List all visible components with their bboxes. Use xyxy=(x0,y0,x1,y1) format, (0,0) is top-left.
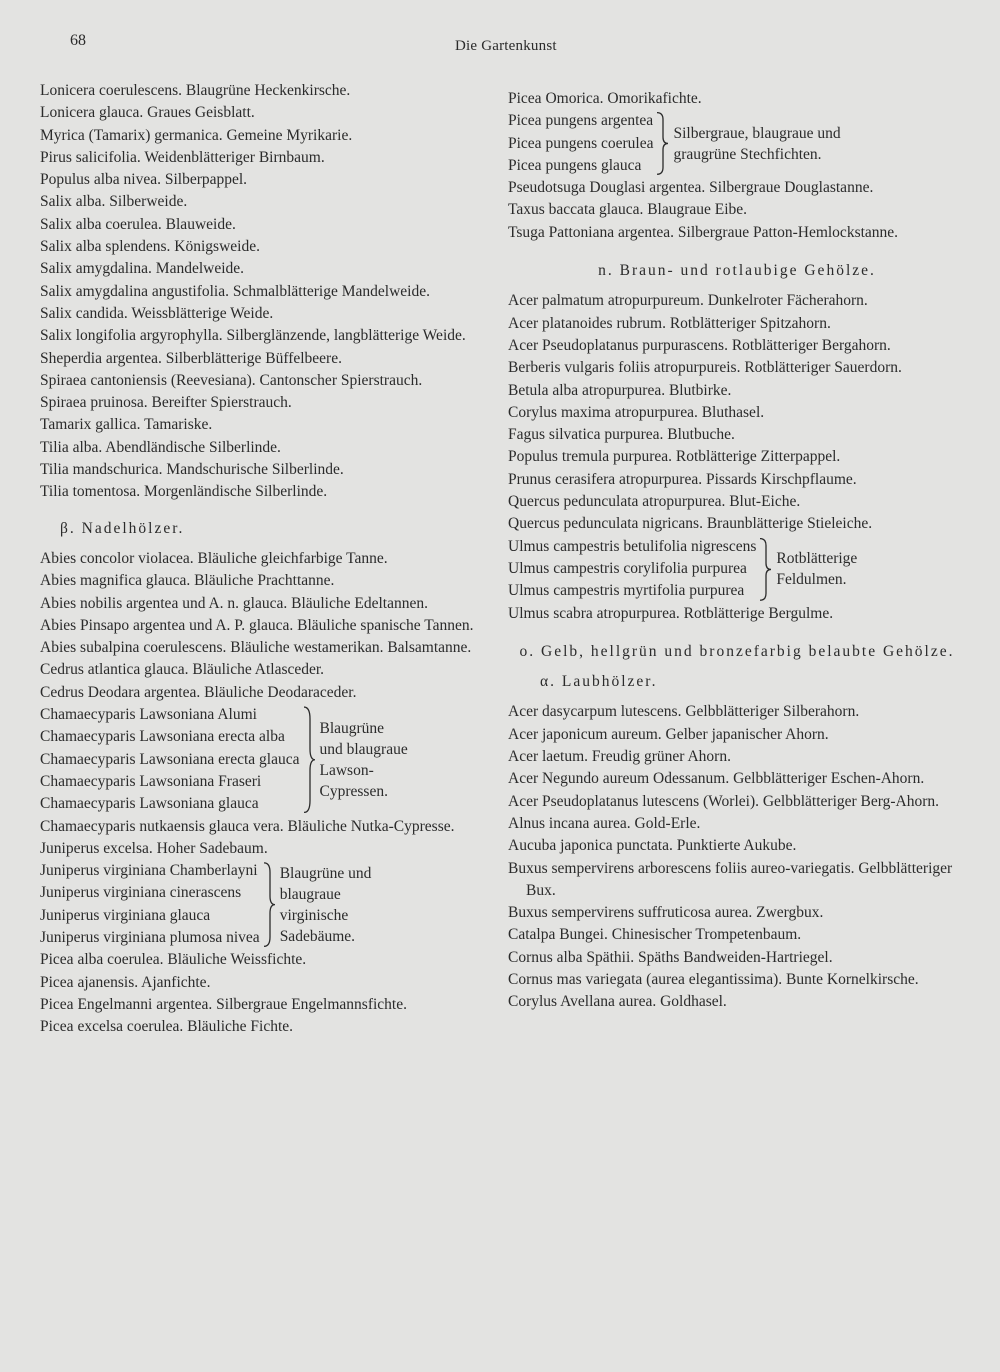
plant-entry: Buxus sempervirens suffruticosa aurea. Zwergbux. xyxy=(508,904,824,922)
entry-list xyxy=(40,949,480,1038)
plant-entry: Salix amygdalina angustifolia. Schmalblätterige Mandelweide. xyxy=(40,282,430,300)
plant-entry: Tilia alba. Abendländische Silberlinde. xyxy=(40,438,281,456)
plant-entry: Juniperus virginiana Chamberlayni xyxy=(40,862,258,880)
plant-entry: Tilia tomentosa. Morgenländische Silberlinde. xyxy=(40,483,328,501)
subsection-heading: α. Laubhölzer. xyxy=(540,673,658,691)
plant-entry: Ulmus scabra atropurpurea. Rotblätterige Bergulme. xyxy=(508,604,834,622)
plant-entry: Salix alba coerulea. Blauweide. xyxy=(40,215,236,233)
plant-entry: Alnus incana aurea. Gold-Erle. xyxy=(508,814,701,832)
plant-entry: Acer platanoides rubrum. Rotblätteriger Spitzahorn. xyxy=(508,314,831,332)
plant-entry: Catalpa Bungei. Chinesischer Trompetenbaum. xyxy=(508,926,802,944)
bracket-group xyxy=(508,536,966,603)
plant-entry: Corylus maxima atropurpurea. Bluthasel. xyxy=(508,403,765,421)
bracket-group-label: Blaugrüne und blaugraue Lawson-Cypressen. xyxy=(319,719,408,800)
plant-entry: Juniperus virginiana glauca xyxy=(40,906,211,924)
plant-entry: Quercus pedunculata nigricans. Braunblätterige Stieleiche. xyxy=(508,515,873,533)
section-heading: o. Gelb, hellgrün und bronzefarbig belaubte Gehölze. xyxy=(519,642,955,660)
bracket-group-items xyxy=(40,704,300,815)
plant-entry: Abies concolor violacea. Bläuliche gleichfarbige Tanne. xyxy=(40,549,388,567)
plant-entry: Berberis vulgaris foliis atropurpureis. Rotblätteriger Sauerdorn. xyxy=(508,359,902,377)
plant-entry: Prunus cerasifera atropurpurea. Pissards Kirschpflaume. xyxy=(508,470,857,488)
right-column xyxy=(508,88,966,1014)
plant-entry: Corylus Avellana aurea. Goldhasel. xyxy=(508,993,727,1011)
plant-entry: Aucuba japonica punctata. Punktierte Aukube. xyxy=(508,837,797,855)
plant-entry: Salix alba. Silberweide. xyxy=(40,193,188,211)
entry-list xyxy=(508,88,966,110)
plant-entry: Ulmus campestris myrtifolia purpurea xyxy=(508,582,745,600)
plant-entry: Sheperdia argentea. Silberblätterige Büffelbeere. xyxy=(40,349,342,367)
curly-brace-icon xyxy=(655,112,669,175)
plant-entry: Cornus alba Späthii. Späths Bandweiden-Hartriegel. xyxy=(508,948,833,966)
plant-entry: Spiraea pruinosa. Bereifter Spierstrauch. xyxy=(40,394,292,412)
plant-entry: Populus alba nivea. Silberpappel. xyxy=(40,171,248,189)
plant-entry: Chamaecyparis Lawsoniana erecta alba xyxy=(40,728,285,746)
entry-list xyxy=(508,603,966,625)
section-heading: n. Braun- und rotlaubige Gehölze. xyxy=(598,262,876,280)
plant-entry: Salix longifolia argyrophylla. Silberglänzende, langblätterige Weide. xyxy=(40,327,466,345)
plant-entry: Populus tremula purpurea. Rotblätterige Zitterpappel. xyxy=(508,448,841,466)
plant-entry: Abies subalpina coerulescens. Bläuliche westamerikan. Balsamtanne. xyxy=(40,639,472,657)
plant-entry: Picea pungens glauca xyxy=(508,156,642,174)
plant-entry: Chamaecyparis Lawsoniana Alumi xyxy=(40,706,257,724)
plant-entry: Pseudotsuga Douglasi argentea. Silbergraue Douglastanne. xyxy=(508,179,874,197)
plant-entry: Lonicera coerulescens. Blaugrüne Heckenkirsche. xyxy=(40,82,351,99)
plant-entry: Acer Pseudoplatanus purpurascens. Rotblätteriger Bergahorn. xyxy=(508,336,891,354)
plant-entry: Abies magnifica glauca. Bläuliche Prachttanne. xyxy=(40,572,335,590)
plant-entry: Salix candida. Weissblätterige Weide. xyxy=(40,304,274,322)
bracket-group-label: Rotblätterige Feldulmen. xyxy=(776,550,858,589)
curly-brace-icon xyxy=(262,862,276,947)
plant-entry: Juniperus excelsa. Hoher Sadebaum. xyxy=(40,839,268,857)
plant-entry: Taxus baccata glauca. Blaugraue Eibe. xyxy=(508,201,748,219)
plant-entry: Salix alba splendens. Königsweide. xyxy=(40,238,260,256)
bracket-group xyxy=(40,704,480,815)
bracket-group-items xyxy=(508,536,756,603)
plant-entry: Chamaecyparis Lawsoniana Fraseri xyxy=(40,772,262,790)
plant-entry: Chamaecyparis nutkaensis glauca vera. Bläuliche Nutka-Cypresse. xyxy=(40,817,455,835)
entry-list xyxy=(508,701,966,1013)
plant-entry: Picea pungens coerulea xyxy=(508,134,654,152)
plant-entry: Acer Pseudoplatanus lutescens (Worlei). Gelbblätteriger Berg-Ahorn. xyxy=(508,792,940,810)
entry-list xyxy=(40,816,480,861)
plant-entry: Acer laetum. Freudig grüner Ahorn. xyxy=(508,748,731,766)
plant-entry: Chamaecyparis Lawsoniana glauca xyxy=(40,795,259,813)
plant-entry: Juniperus virginiana plumosa nivea xyxy=(40,928,260,946)
entry-list xyxy=(40,80,480,504)
plant-entry: Picea excelsa coerulea. Bläuliche Fichte. xyxy=(40,1018,294,1036)
plant-entry: Picea Engelmanni argentea. Silbergraue Engelmannsfichte. xyxy=(40,995,407,1013)
plant-entry: Picea alba coerulea. Bläuliche Weissfichte. xyxy=(40,951,307,969)
plant-entry: Abies Pinsapo argentea und A. P. glauca. Bläuliche spanische Tannen. xyxy=(40,616,474,634)
entry-list xyxy=(508,177,966,244)
section-heading: β. Nadelhölzer. xyxy=(60,519,185,537)
curly-brace-icon xyxy=(302,706,316,813)
bracket-group-label: Silbergraue, blaugraue und graugrüne Stechfichten. xyxy=(673,124,841,163)
running-head: Die Gartenkunst xyxy=(455,38,557,54)
plant-entry: Tsuga Pattoniana argentea. Silbergraue Patton-Hemlockstanne. xyxy=(508,223,899,241)
entry-list xyxy=(508,290,966,535)
entry-list xyxy=(40,548,480,704)
left-column xyxy=(40,80,480,1038)
plant-entry: Acer dasycarpum lutescens. Gelbblätteriger Silberahorn. xyxy=(508,703,860,721)
bracket-group-items xyxy=(508,110,653,177)
bracket-group-label: Blaugrüne und blaugraue virginische Sadebäume. xyxy=(279,864,372,945)
plant-entry: Tamarix gallica. Tamariske. xyxy=(40,416,213,434)
plant-entry: Fagus silvatica purpurea. Blutbuche. xyxy=(508,426,735,444)
plant-entry: Acer palmatum atropurpureum. Dunkelroter Fächerahorn. xyxy=(508,292,868,310)
plant-entry: Pirus salicifolia. Weidenblätteriger Birnbaum. xyxy=(40,148,325,166)
plant-entry: Betula alba atropurpurea. Blutbirke. xyxy=(508,381,732,399)
plant-entry: Salix amygdalina. Mandelweide. xyxy=(40,260,245,278)
plant-entry: Picea pungens argentea xyxy=(508,112,654,130)
plant-entry: Ulmus campestris corylifolia purpurea xyxy=(508,559,747,577)
plant-entry: Tilia mandschurica. Mandschurische Silberlinde. xyxy=(40,461,344,479)
plant-entry: Ulmus campestris betulifolia nigrescens xyxy=(508,537,757,555)
plant-entry: Cedrus Deodara argentea. Bläuliche Deodaraceder. xyxy=(40,683,357,701)
plant-entry: Cedrus atlantica glauca. Bläuliche Atlasceder. xyxy=(40,661,325,679)
plant-entry: Quercus pedunculata atropurpurea. Blut-Eiche. xyxy=(508,493,801,511)
plant-entry: Picea Omorica. Omorikafichte. xyxy=(508,90,702,107)
bracket-group xyxy=(508,110,966,177)
plant-entry: Chamaecyparis Lawsoniana erecta glauca xyxy=(40,750,300,768)
plant-entry: Picea ajanensis. Ajanfichte. xyxy=(40,973,211,991)
plant-entry: Spiraea cantoniensis (Reevesiana). Cantonscher Spierstrauch. xyxy=(40,371,423,389)
plant-entry: Abies nobilis argentea und A. n. glauca. Bläuliche Edeltannen. xyxy=(40,594,428,612)
bracket-group xyxy=(40,860,480,949)
plant-entry: Buxus sempervirens arborescens foliis aureo-variegatis. Gelbblätteriger Bux. xyxy=(508,859,953,899)
plant-entry: Myrica (Tamarix) germanica. Gemeine Myrikarie. xyxy=(40,126,353,144)
plant-entry: Acer japonicum aureum. Gelber japanischer Ahorn. xyxy=(508,725,829,743)
curly-brace-icon xyxy=(758,538,772,601)
plant-entry: Cornus mas variegata (aurea elegantissima). Bunte Kornelkirsche. xyxy=(508,970,919,988)
bracket-group-items xyxy=(40,860,260,949)
plant-entry: Acer Negundo aureum Odessanum. Gelbblätteriger Eschen-Ahorn. xyxy=(508,770,925,788)
page-number: 68 xyxy=(70,32,86,49)
plant-entry: Juniperus virginiana cinerascens xyxy=(40,884,242,902)
plant-entry: Lonicera glauca. Graues Geisblatt. xyxy=(40,104,255,122)
